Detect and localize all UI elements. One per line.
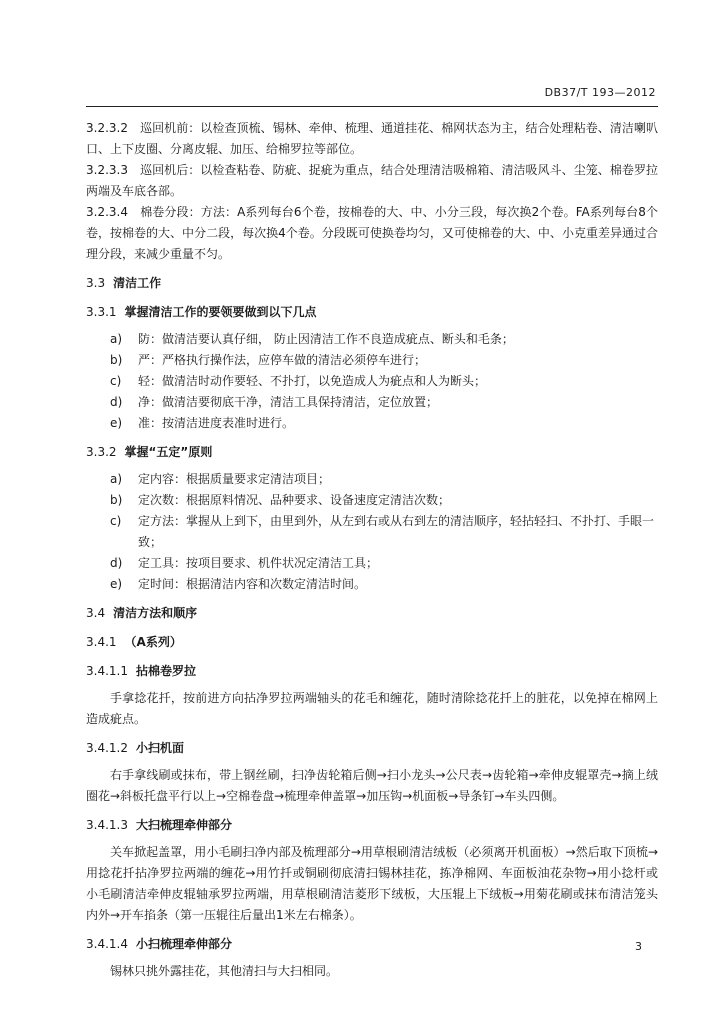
section-heading-3-3-2: [86, 442, 658, 463]
section-heading-3-3: [86, 273, 658, 294]
list-text: 轻：做清洁时动作要轻、不扑打，以免造成人为疵点和人为断头；: [138, 374, 487, 388]
paragraph-3-2-3-3: 3.2.3.3 巡回机后：以检查粘卷、防疵、捉疵为重点，结合处理清洁吸棉箱、清洁吸风斗、尘笼、棉卷罗拉两端及车底各部。: [86, 163, 658, 198]
section-title: 清洁工作: [113, 276, 162, 290]
section-title: 拈棉卷罗拉: [135, 664, 196, 678]
section-heading-3-3-1: [86, 302, 658, 323]
section-number: 3.3: [86, 276, 106, 290]
list-marker: a): [110, 332, 123, 346]
paragraph-3-2-3-4: 3.2.3.4 棉卷分段：方法：A系列每台6个卷，按棉卷的大、中、小分三段，每次换2个卷。FA系列每台8个卷，按棉卷的大、中分二段，每次换4个卷。分段既可使换卷均匀，又可使棉卷的大、中、小克重差异通过合理分段，来减少重量不匀。: [86, 205, 658, 261]
list-text: 准：按清洁进度表准时进行。: [138, 416, 295, 430]
paragraph-3-4-1-1: 手拿捻花扦，按前进方向拈净罗拉两端轴头的花毛和缠花，随时清除捻花扦上的脏花，以免掉在棉网上造成疵点。: [86, 691, 658, 726]
section-title: 大扫梳理牵伸部分: [135, 818, 232, 832]
list-text: 定方法：掌握从上到下，由里到外，从左到右或从右到左的清洁顺序，轻拈轻扫、不扑打、手眼一致；: [138, 514, 655, 549]
list-3-3-1: [86, 329, 658, 434]
list-item: [86, 413, 658, 434]
section-number: 3.4.1.1: [86, 664, 128, 678]
list-text: 严：严格执行操作法，应停车做的清洁必须停车进行；: [138, 353, 427, 367]
section-number: 3.4.1.4: [86, 937, 128, 951]
list-marker: c): [110, 374, 122, 388]
section-heading-3-4-1-3: [86, 815, 658, 836]
paragraph-3-4-1-4: 锡林只挑外露挂花，其他清扫与大扫相同。: [110, 964, 339, 978]
list-text: 定次数：根据原料情况、品种要求、设备速度定清洁次数；: [138, 493, 451, 507]
section-heading-3-4-1-4: [86, 934, 658, 955]
list-text: 净：做清洁要彻底干净，清洁工具保持清洁，定位放置；: [138, 395, 439, 409]
section-number: 3.4.1.2: [86, 741, 128, 755]
paragraph-3-2-3-2: 3.2.3.2 巡回机前：以检查顶梳、锡林、牵伸、梳理、通道挂花、棉网状态为主，结合处理粘卷、清洁喇叭口、上下皮圈、分离皮辊、加压、给棉罗拉等部位。: [86, 121, 658, 156]
list-marker: c): [110, 514, 122, 528]
section-heading-3-4: [86, 603, 658, 624]
list-marker: a): [110, 472, 123, 486]
document-body: [86, 118, 658, 982]
paragraph-3-4-1-2: 右手拿线刷或抹布，带上钢丝刷，扫净齿轮箱后侧→扫小龙头→公尺表→齿轮箱→牵伸皮辊罩壳→摘上绒圈花→斜板托盘平行以上→空棉卷盘→梳理牵伸盖罩→加压钩→机面板→导条钉→车头四侧。: [86, 768, 658, 803]
list-marker: e): [110, 577, 123, 591]
list-3-3-2: [86, 469, 658, 595]
section-number: 3.4.1: [86, 635, 117, 649]
section-number: 3.3.1: [86, 305, 117, 319]
list-text: 防：做清洁要认真仔细， 防止因清洁工作不良造成疵点、断头和毛条；: [138, 332, 514, 346]
section-heading-3-4-1-1: [86, 661, 658, 682]
section-title: 掌握清洁工作的要领要做到以下几点: [124, 305, 317, 319]
list-item: [86, 329, 658, 350]
section-title: 小扫梳理牵伸部分: [135, 937, 232, 951]
section-number: 3.3.2: [86, 445, 117, 459]
section-number: 3.4: [86, 606, 106, 620]
list-marker: b): [110, 493, 123, 507]
list-text: 定内容：根据质量要求定清洁项目；: [138, 472, 331, 486]
list-item: [86, 371, 658, 392]
list-item: [86, 553, 658, 574]
list-item: [86, 490, 658, 511]
list-text: 定工具：按项目要求、机件状况定清洁工具；: [138, 556, 379, 570]
list-marker: d): [110, 556, 123, 570]
section-title: 小扫机面: [135, 741, 184, 755]
document-code: DB37/T 193—2012: [544, 86, 656, 99]
section-title: 清洁方法和顺序: [113, 606, 198, 620]
section-heading-3-4-1-2: [86, 738, 658, 759]
list-item: [86, 469, 658, 490]
paragraph-3-4-1-3: 关车掀起盖罩，用小毛刷扫净内部及梳理部分→用草根刷清洁绒板（必须离开机面板）→然后取下顶梳→用捻花扦拈净罗拉两端的缠花→用竹扦或铜刷彻底清扫锡林挂花，拣净棉网、车面板油花杂物→用小捻杆或小毛刷清洁牵伸皮辊轴承罗拉两端，用草根刷清洁菱形下绒板，大压辊上下绒板→用菊花刷或抹布清洁笼头内外→开车掐条（第一压辊往后量出1米左右棉条）。: [86, 845, 658, 922]
list-marker: e): [110, 416, 123, 430]
section-heading-3-4-1: [86, 632, 658, 653]
section-title: 掌握“五定”原则: [124, 445, 213, 459]
header-rule: [86, 106, 658, 107]
list-item: [86, 511, 658, 553]
list-item: [86, 574, 658, 595]
page-number: 3: [635, 940, 642, 953]
section-number: 3.4.1.3: [86, 818, 128, 832]
list-item: [86, 392, 658, 413]
list-marker: d): [110, 395, 123, 409]
list-item: [86, 350, 658, 371]
section-title: （A系列）: [124, 635, 182, 649]
list-marker: b): [110, 353, 123, 367]
list-text: 定时间：根据清洁内容和次数定清洁时间。: [138, 577, 367, 591]
